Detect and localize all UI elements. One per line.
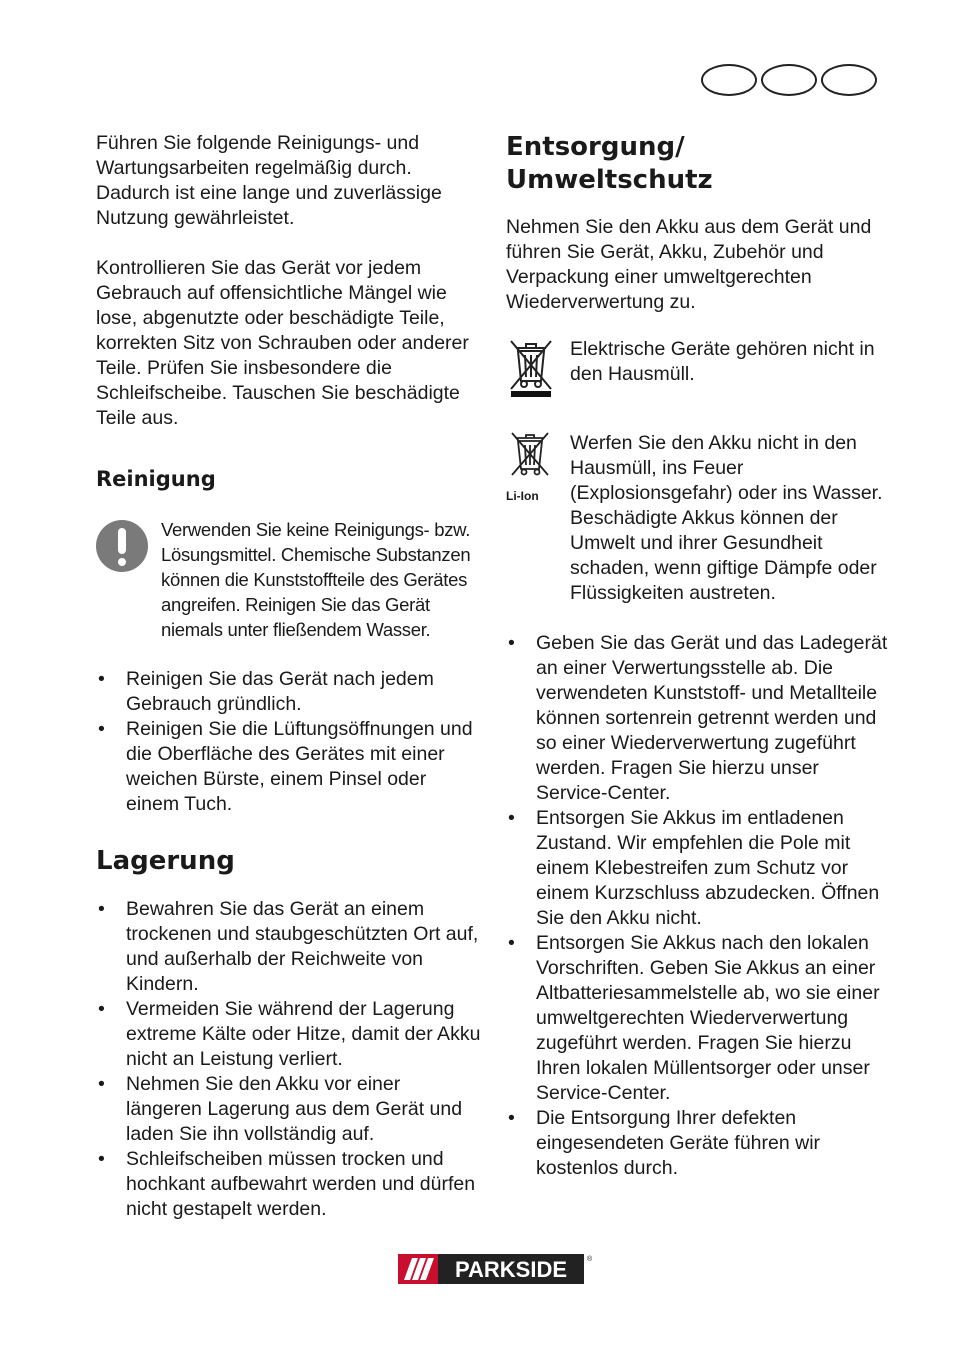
weee-notice bbox=[506, 337, 894, 406]
list-item: • Entsorgen Sie Akkus im entladenen Zustand. Wir empfehlen die Pole mit einem Klebestreifen zum Schutz vor einem Kurzschluss abzudecken. Öffnen Sie den Akku nicht. bbox=[506, 806, 894, 931]
inspection-paragraph: Kontrollieren Sie das Gerät vor jedem Gebrauch auf offensichtliche Mängel wie lose, abgenutzte oder beschädigte Teile, korrekten Sitz von Schrauben oder anderer Teile. Prüfen Sie insbesondere die Schleifscheibe. Tauschen Sie beschädigte Teile aus. bbox=[96, 257, 469, 429]
cleaning-list bbox=[96, 667, 481, 817]
battery-disposal-icon bbox=[506, 431, 556, 493]
disposal-intro: Nehmen Sie den Akku aus dem Gerät und führen Sie Gerät, Akku, Zubehör und Verpackung einer umweltgerechten Wiederverwertung zu. bbox=[506, 216, 872, 313]
parkside-logo bbox=[398, 1251, 591, 1287]
language-oval bbox=[761, 64, 817, 96]
entsorgung-heading: Entsorgung/ Umweltschutz bbox=[506, 132, 713, 195]
registered-mark: ® bbox=[587, 1256, 593, 1263]
list-item: • Bewahren Sie das Gerät an einem trockenen und staubgeschützten Ort auf, und außerhalb der Reichweite von Kindern. bbox=[96, 897, 481, 997]
list-item: • Reinigen Sie die Lüftungsöffnungen und die Oberfläche des Gerätes mit einer weichen Bürste, einem Pinsel oder einem Tuch. bbox=[96, 717, 481, 817]
storage-list bbox=[96, 897, 481, 1222]
maintenance-intro: Führen Sie folgende Reinigungs- und Wartungsarbeiten regelmäßig durch. Dadurch ist eine lange und zuverlässige Nutzung gewährleistet. bbox=[96, 132, 442, 229]
weee-text: Elektrische Geräte gehören nicht in den Hausmüll. bbox=[570, 338, 875, 385]
right-column bbox=[506, 131, 894, 1181]
list-item: • Geben Sie das Gerät und das Ladegerät an einer Verwertungsstelle ab. Die verwendeten Kunststoff- und Metallteile können sortenrein getrennt werden und so einer Wiederverwertung zugeführt werden. Fragen Sie hierzu unser Service-Center. bbox=[506, 631, 894, 806]
disposal-list bbox=[506, 631, 894, 1181]
brand-text: PARKSIDE bbox=[454, 1257, 568, 1282]
list-item: • Entsorgen Sie Akkus nach den lokalen Vorschriften. Geben Sie Akkus an einer Altbatteriesammelstelle ab, wo sie einer umweltgerechten Wiederverwertung zugeführt werden. Fragen Sie hierzu Ihren lokalen Müllentsorger oder unser Service-Center. bbox=[506, 931, 894, 1106]
list-item: • Reinigen Sie das Gerät nach jedem Gebrauch gründlich. bbox=[96, 667, 481, 717]
left-column bbox=[96, 131, 481, 1222]
list-item: • Die Entsorgung Ihrer defekten eingesendeten Geräte führen wir kostenlos durch. bbox=[506, 1106, 894, 1181]
reinigung-heading: Reinigung bbox=[96, 467, 216, 491]
exclamation-icon bbox=[96, 520, 148, 572]
lagerung-heading: Lagerung bbox=[96, 846, 235, 876]
list-item: • Schleifscheiben müssen trocken und hochkant aufbewahrt werden und dürfen nicht gestapelt werden. bbox=[96, 1147, 481, 1222]
language-oval bbox=[821, 64, 877, 96]
cleaning-notice bbox=[96, 517, 481, 642]
li-ion-label: Li-Ion bbox=[506, 489, 539, 503]
crossed-bin-icon bbox=[506, 337, 556, 399]
battery-notice bbox=[506, 431, 894, 606]
cleaning-notice-text: Verwenden Sie keine Reinigungs- bzw. Lösungsmittel. Chemische Substanzen können die Kunststoffteile des Gerätes angreifen. Reinigen Sie das Gerät niemals unter fließendem Wasser. bbox=[161, 519, 471, 640]
li-ion-text: Werfen Sie den Akku nicht in den Hausmüll, ins Feuer (Explosionsgefahr) oder ins Wasser. Beschädigte Akkus können der Umwelt und ihrer Gesundheit schaden, wenn giftige Dämpfe oder Flüssigkeiten austreten. bbox=[570, 432, 883, 604]
language-indicator bbox=[701, 64, 877, 96]
list-item: • Vermeiden Sie während der Lagerung extreme Kälte oder Hitze, damit der Akku nicht an Leistung verliert. bbox=[96, 997, 481, 1072]
list-item: • Nehmen Sie den Akku vor einer längeren Lagerung aus dem Gerät und laden Sie ihn vollständig auf. bbox=[96, 1072, 481, 1147]
language-oval bbox=[701, 64, 757, 96]
